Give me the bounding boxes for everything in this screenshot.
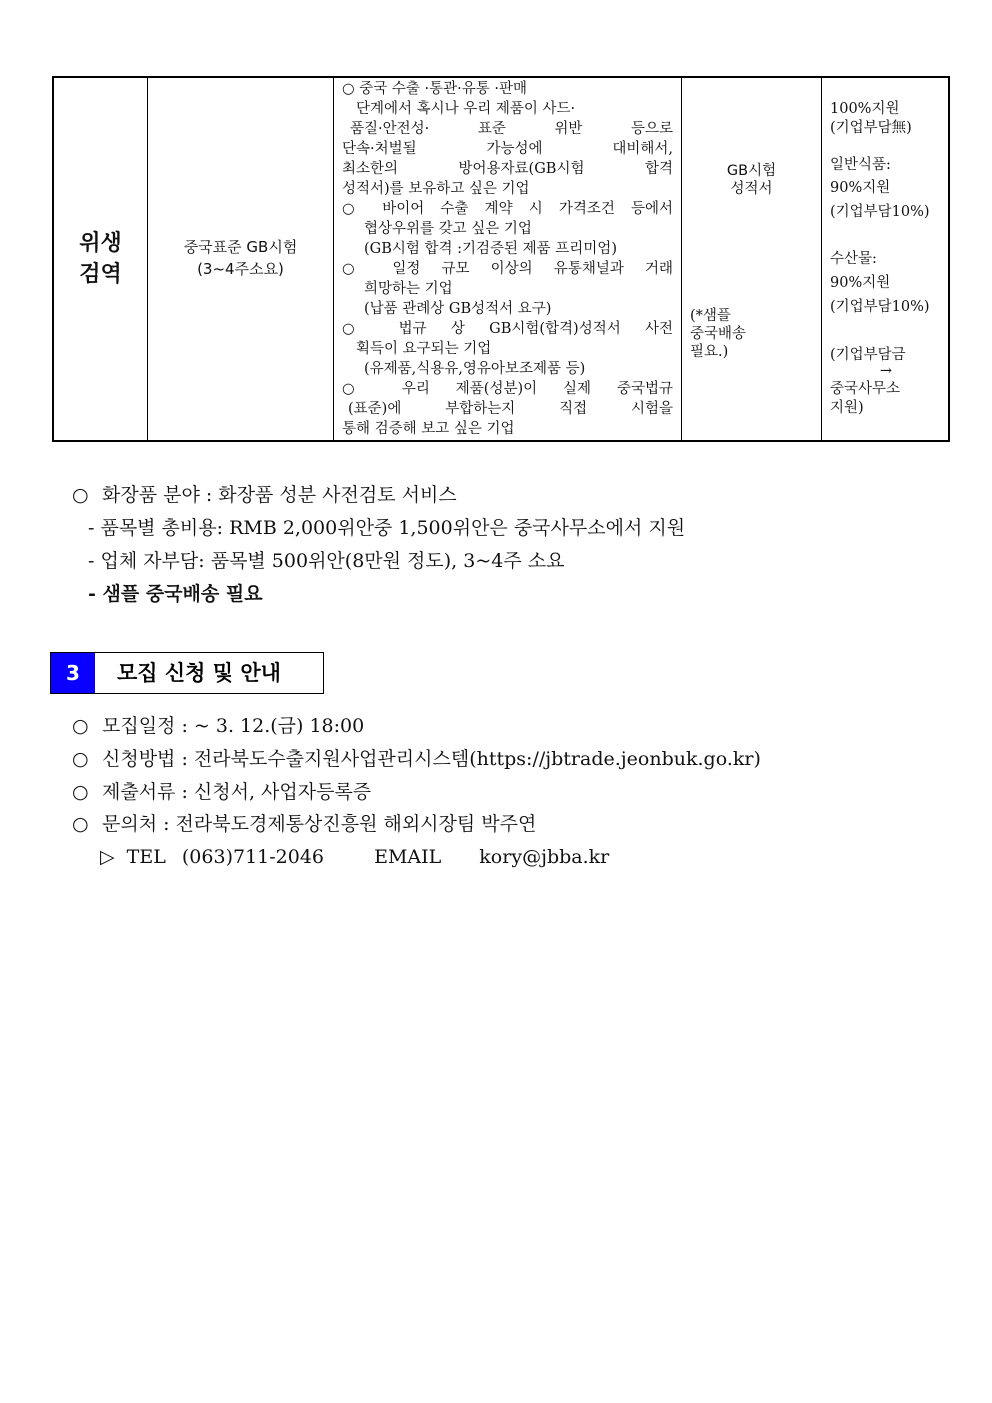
support-line: 90%지원 <box>830 275 891 291</box>
category-cell <box>54 78 148 440</box>
description-line: ○ 일정 규모 이상의 유통채널과 거래 <box>342 261 673 277</box>
info-item-text: 제출서류 : 신청서, 사업자등록증 <box>102 781 372 803</box>
bullet-circle: ○ <box>72 484 89 506</box>
section-title: 모집 신청 및 안내 <box>117 661 281 685</box>
info-item <box>72 746 761 772</box>
description-line: ○ 우리 제품(성분)이 실제 중국법규 <box>342 381 673 397</box>
support-line: (기업부담10%) <box>830 299 930 315</box>
description-line: ○ 법규 상 GB시험(합격)성적서 사전 <box>342 321 673 337</box>
description-line: ○ 중국 수출 ·통관·유통 ·판매 <box>342 81 527 97</box>
description-line: 통해 검증해 보고 싶은 기업 <box>342 421 515 437</box>
service-line-2: (3~4주소요) <box>197 260 284 278</box>
cosmetics-item: - 업체 자부담: 품목별 500위안(8만원 정도), 3~4주 소요 <box>88 550 565 572</box>
cosmetics-title <box>72 482 457 508</box>
description-line: 희망하는 기업 <box>364 281 453 297</box>
bullet-circle: ○ <box>72 813 89 835</box>
description-line: ○ 바이어 수출 계약 시 가격조건 등에서 <box>342 201 673 217</box>
documents-line-1: GB시험 <box>726 163 777 179</box>
bullet-circle: ○ <box>72 748 89 770</box>
tel-value: (063)711-2046 <box>181 846 325 868</box>
description-line: 협상우위를 갖고 싶은 기업 <box>364 221 532 237</box>
arrow-icon: ▷ <box>100 846 115 868</box>
cosmetics-item: - 품목별 총비용: RMB 2,000위안중 1,500위안은 중국사무소에서 지원 <box>88 517 686 539</box>
description-line: 성적서)를 보유하고 싶은 기업 <box>342 181 530 197</box>
info-item <box>72 713 364 739</box>
support-line: (기업부담금 <box>830 347 906 363</box>
description-line: (표준)에 부합하는지 직접 시험을 <box>348 401 673 417</box>
support-line: 90%지원 <box>830 180 891 196</box>
support-line: (기업부담10%) <box>830 204 930 220</box>
description-line: 품질·안전성· 표준 위반 등으로 <box>350 121 673 137</box>
description-line: 단속·처벌될 가능성에 대비해서, <box>342 141 673 157</box>
cosmetics-title-text: 화장품 분야 : 화장품 성분 사전검토 서비스 <box>102 484 457 506</box>
support-line: 지원) <box>830 400 864 416</box>
email-value: kory@jbba.kr <box>479 846 610 868</box>
documents-note-line-3: 필요.) <box>690 344 729 360</box>
documents-line-2: 성적서 <box>730 181 773 197</box>
description-line: (GB시험 합격 :기검증된 제품 프리미엄) <box>364 241 617 257</box>
support-line: 100%지원 <box>830 101 900 117</box>
documents-cell <box>682 78 822 440</box>
support-cell <box>822 78 950 440</box>
description-line: 최소한의 방어용자료(GB시험 합격 <box>342 161 673 177</box>
category-line-1: 위생 <box>79 231 122 256</box>
support-line: 일반식품: <box>830 157 891 173</box>
info-item <box>72 779 371 805</box>
info-item-text: 신청방법 : 전라북도수출지원사업관리시스템(https://jbtrade.jeonbuk.go.kr) <box>102 748 761 770</box>
description-cell <box>334 78 682 440</box>
cosmetics-item: - 샘플 중국배송 필요 <box>88 583 263 605</box>
documents-note-line-1: (*샘플 <box>690 308 731 324</box>
section-header <box>50 652 324 694</box>
category-line-2: 검역 <box>79 262 122 287</box>
description-line: 획득이 요구되는 기업 <box>356 341 492 357</box>
info-item <box>72 811 536 837</box>
description-line: (납품 관례상 GB성적서 요구) <box>364 301 552 317</box>
support-table <box>52 76 950 442</box>
support-line: 수산물: <box>830 251 877 267</box>
service-cell <box>148 78 334 440</box>
service-line-1: 중국표준 GB시험 <box>183 238 298 256</box>
email-label: EMAIL <box>374 846 442 868</box>
tel-label: TEL <box>126 846 166 868</box>
documents-note-line-2: 중국배송 <box>690 326 747 342</box>
description-line: 단계에서 혹시나 우리 제품이 사드· <box>356 101 576 117</box>
contact-line <box>100 844 609 870</box>
info-item-text: 문의처 : 전라북도경제통상진흥원 해외시장팀 박주연 <box>102 813 537 835</box>
info-item-text: 모집일정 : ~ 3. 12.(금) 18:00 <box>102 715 365 737</box>
support-line: → <box>879 363 893 379</box>
description-line: (유제품,식용유,영유아보조제품 등) <box>364 361 586 377</box>
bullet-circle: ○ <box>72 781 89 803</box>
support-line: (기업부담無) <box>830 120 912 136</box>
section-number: 3 <box>51 653 95 693</box>
bullet-circle: ○ <box>72 715 89 737</box>
support-line: 중국사무소 <box>830 381 901 397</box>
